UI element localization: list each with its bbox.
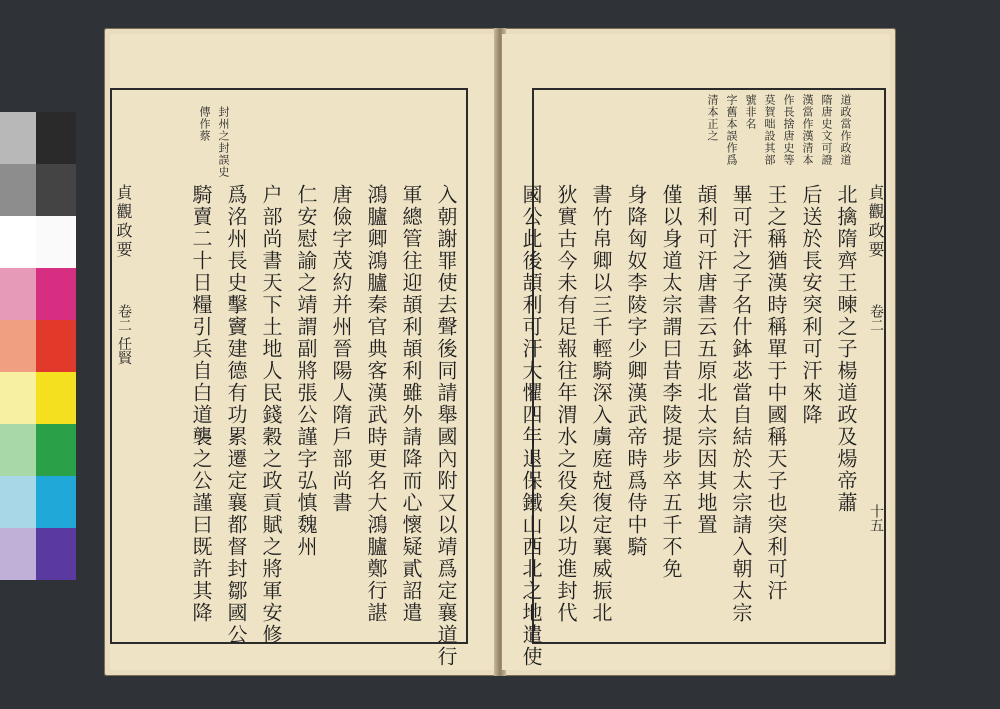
color-swatch (36, 320, 76, 372)
open-book (104, 28, 896, 676)
color-bar-light (0, 112, 36, 580)
text-column: 頡利可汗唐書云五原北太宗因其地置 (694, 184, 718, 536)
color-swatch (0, 528, 36, 580)
color-swatch (36, 216, 76, 268)
note-text: 傳作蔡 (198, 106, 211, 142)
text-column: 后送於長安突利可汗來降 (799, 184, 823, 426)
color-swatch (0, 216, 36, 268)
text-column: 身降匈奴李陵字少卿漢武帝時爲侍中騎 (624, 184, 648, 558)
note-text: 字舊本誤作爲 (725, 94, 738, 166)
margin-chapter: 卷二 任賢 (116, 304, 132, 365)
left-text-columns (130, 184, 460, 668)
note-text: 隋唐史文可證 (820, 94, 833, 166)
color-bar-dark (36, 112, 76, 580)
margin-title: 貞觀政要 (866, 184, 885, 260)
color-swatch (0, 320, 36, 372)
text-column: 仁安慰諭之靖謂副將張公謹字弘慎魏州 (294, 184, 318, 558)
note-text: 封州之封誤史 (217, 106, 230, 178)
margin-chapter: 卷二 (868, 304, 884, 332)
note-text: 作長捨唐史等 (782, 94, 795, 166)
note-text: 號非名 (744, 94, 757, 130)
note-text: 漢當作漢清本 (801, 94, 814, 166)
right-notes (602, 94, 852, 184)
text-column: 書竹帛卿以三千輕騎深入虜庭尅復定襄威振北 (589, 184, 613, 624)
color-swatch (0, 268, 36, 320)
left-notes (170, 106, 230, 186)
note-text: 莫賀咄設其部 (763, 94, 776, 166)
text-column: 僅以身道太宗謂曰昔李陵提步卒五千不免 (659, 184, 683, 580)
text-column: 鴻臚卿鴻臚秦官典客漢武時更名大鴻臚鄭行諶 (364, 184, 388, 624)
right-page (502, 34, 890, 670)
color-swatch (0, 372, 36, 424)
margin-title: 貞觀政要 (114, 184, 133, 260)
text-column: 國公此後頡利可汗大懼四年退保鐵山西北之地遣使 (519, 184, 543, 668)
color-swatch (0, 164, 36, 216)
color-swatch (36, 112, 76, 164)
color-swatch (36, 268, 76, 320)
text-column: 入朝謝罪使去聲後同請舉國內附又以靖爲定襄道行 (434, 184, 458, 668)
color-swatch (0, 476, 36, 528)
color-swatch (36, 424, 76, 476)
color-swatch (36, 164, 76, 216)
color-swatch (36, 528, 76, 580)
page-number: 十五 (868, 504, 884, 532)
text-column: 王之稱猶漢時稱單于中國稱天子也突利可汗 (764, 184, 788, 602)
text-column: 軍總管往迎頡利頡利雖外請降而心懷疑貳詔遣 (399, 184, 423, 624)
right-text-columns (519, 184, 860, 668)
text-column: 畢可汗之子名什鉢苾當自結於太宗請入朝太宗 (729, 184, 753, 624)
color-calibration-strip (0, 112, 76, 598)
color-swatch (36, 372, 76, 424)
note-text: 道政當作政道 (839, 94, 852, 166)
color-swatch (0, 424, 36, 476)
color-swatch (36, 476, 76, 528)
left-page (110, 34, 496, 670)
text-column: 户部尚書天下土地人民錢穀之政貢賦之將軍安修 (259, 184, 283, 646)
text-column: 北擒隋齊王暕之子楊道政及煬帝蕭 (834, 184, 858, 514)
color-swatch (0, 112, 36, 164)
note-text: 清本正之 (706, 94, 719, 142)
text-column: 騎賣二十日糧引兵自白道襲之公謹曰既許其降 (189, 184, 213, 624)
text-column: 唐儉字茂約并州晉陽人隋戶部尚書 (329, 184, 353, 514)
text-column: 爲洺州長史擊竇建德有功累遷定襄都督封鄒國公 (224, 184, 248, 646)
text-column: 狄實古今未有足報往年渭水之役矣以功進封代 (554, 184, 578, 624)
